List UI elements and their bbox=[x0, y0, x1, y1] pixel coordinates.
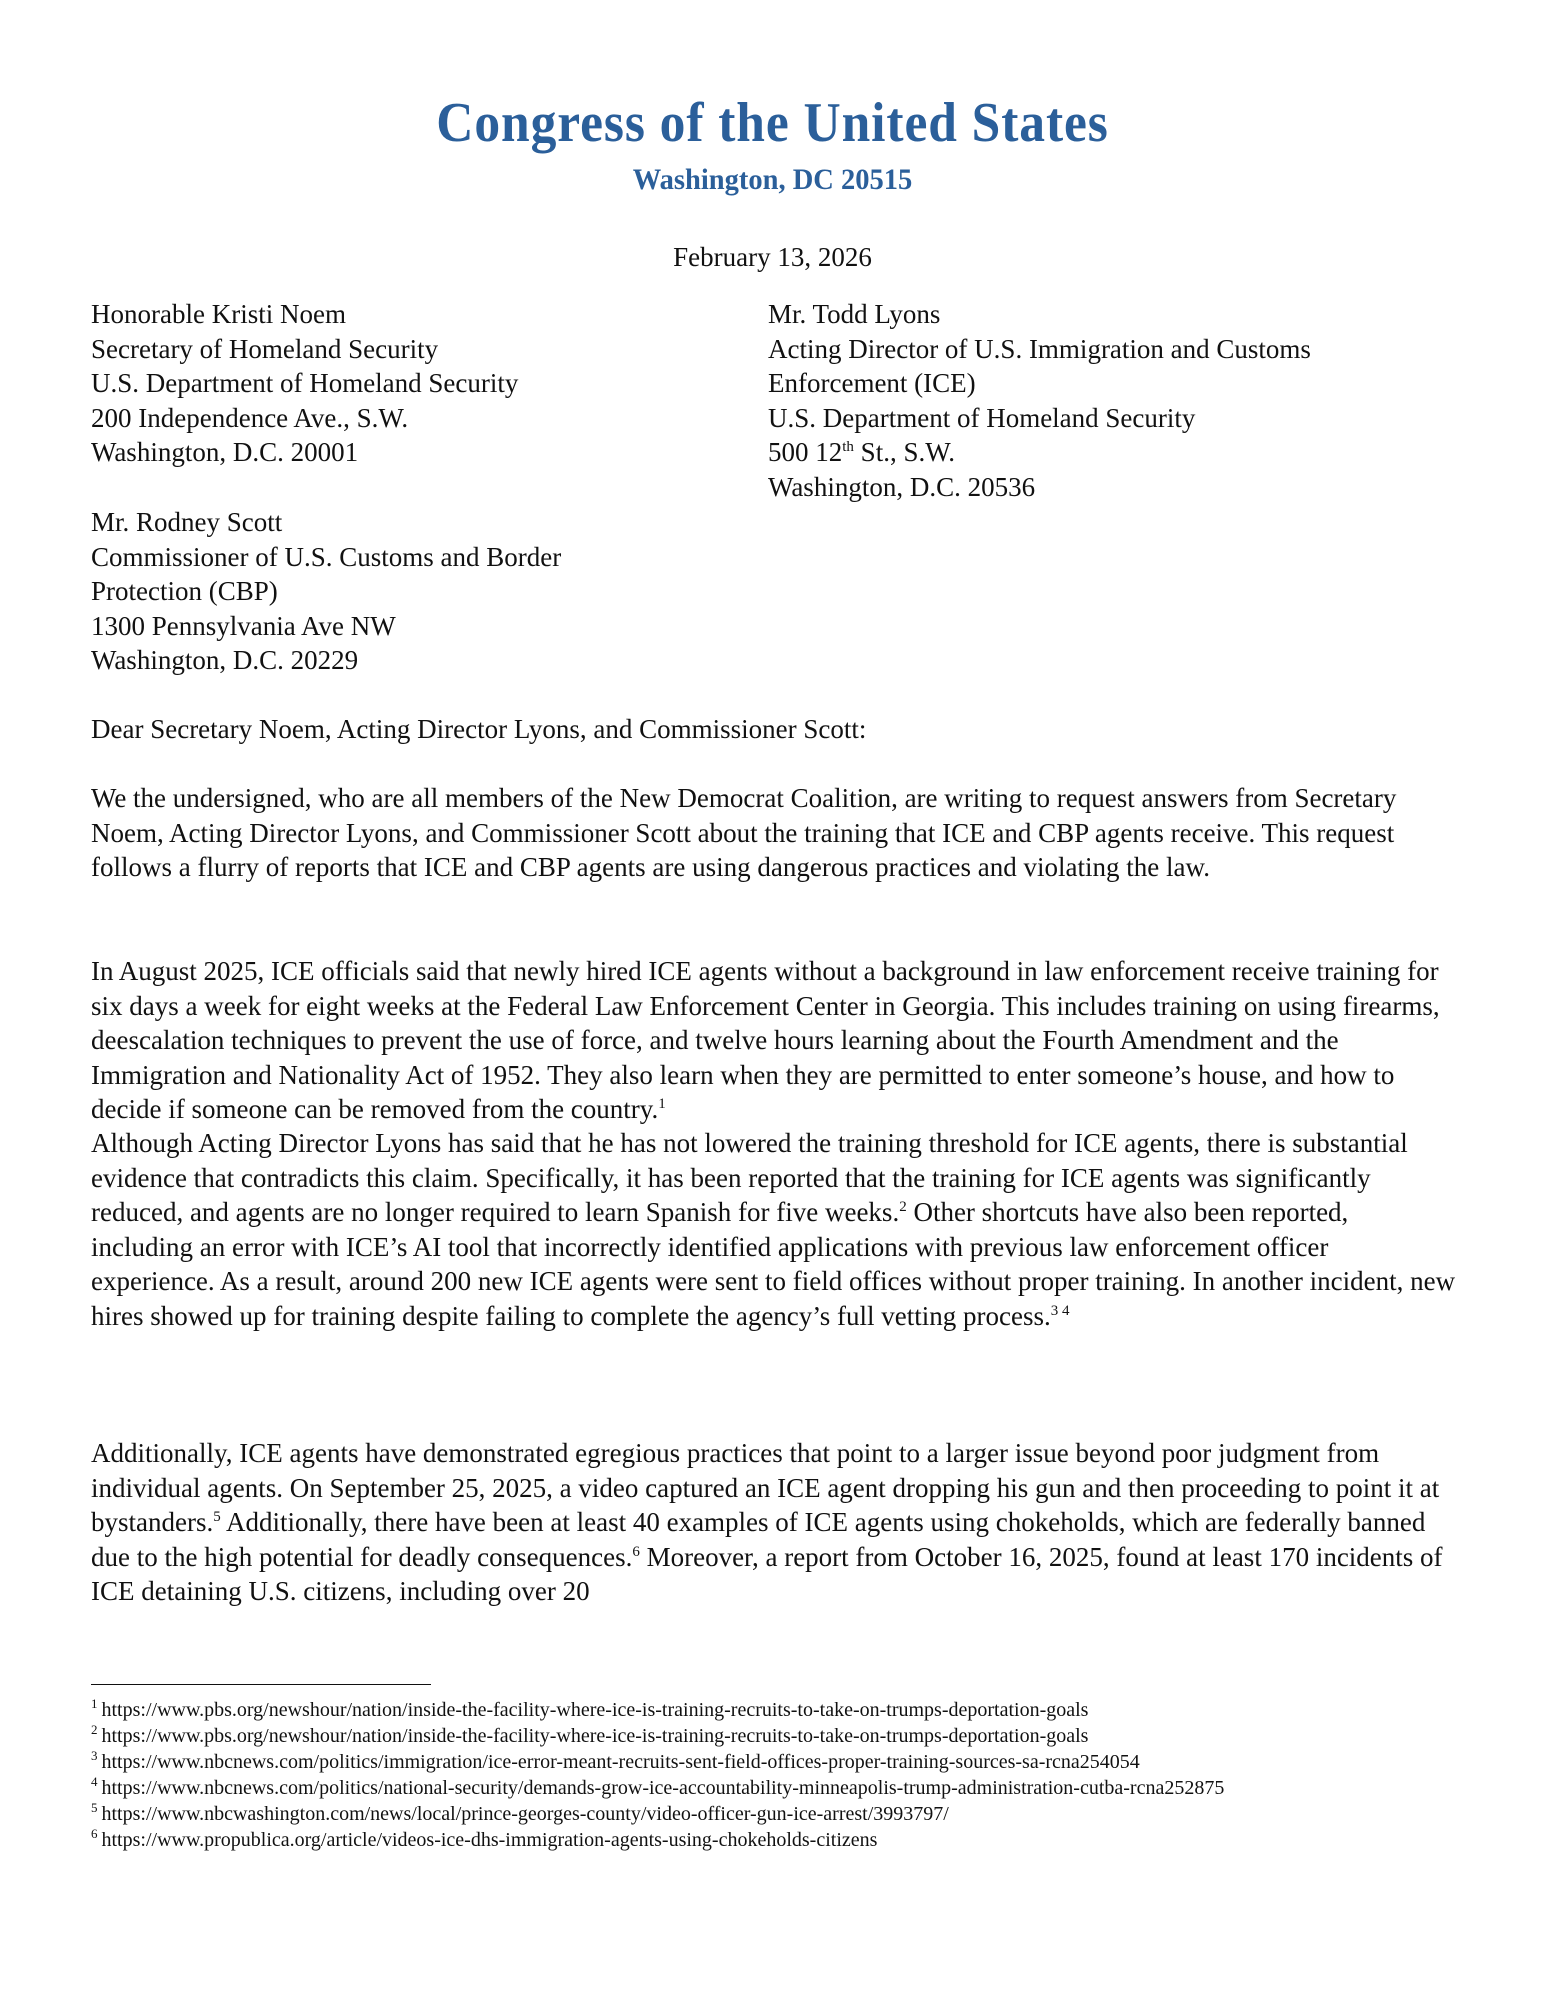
address-line: Washington, D.C. 20536 bbox=[768, 471, 1036, 502]
paragraph-text: Additionally, there have been at least 40 examples of ICE agents using chokeholds, which are federally banned due to the high potential for deadly consequences. bbox=[91, 1507, 1426, 1572]
footnote-3 bbox=[91, 1749, 1461, 1775]
address-line: Enforcement (ICE) bbox=[768, 368, 976, 398]
address-line: Washington, D.C. 20001 bbox=[91, 437, 359, 467]
footnote-number: 6 bbox=[91, 1826, 98, 1842]
address-line: Secretary of Homeland Security bbox=[91, 333, 439, 364]
address-line: Commissioner of U.S. Customs and Border bbox=[91, 541, 562, 572]
letterhead-subtitle: Washington, DC 20515 bbox=[632, 163, 913, 196]
footnote-link[interactable]: https://www.nbcnews.com/politics/national-security/demands-grow-ice-accountability-minneapolis-trump-administration-cutba-rcna252875 bbox=[101, 1777, 1225, 1799]
body-paragraph-1 bbox=[91, 781, 1456, 885]
footnote-number: 4 bbox=[91, 1774, 98, 1790]
footnote-number: 3 bbox=[91, 1748, 98, 1764]
footnote-number: 5 bbox=[91, 1800, 98, 1816]
body-paragraph-2 bbox=[91, 954, 1456, 1127]
letterhead-title: Congress of the United States bbox=[436, 92, 1109, 154]
address-line: 200 Independence Ave., S.W. bbox=[91, 402, 409, 433]
footnote-ref[interactable]: 3 4 bbox=[1050, 1302, 1070, 1319]
letterhead bbox=[0, 88, 1545, 200]
address-line: Mr. Rodney Scott bbox=[91, 507, 283, 537]
address-line: Acting Director of U.S. Immigration and Customs bbox=[768, 333, 1311, 364]
recipient-address-noem bbox=[91, 297, 518, 470]
street-rest: St., S.W. bbox=[853, 437, 955, 467]
salutation: Dear Secretary Noem, Acting Director Lyons, and Commissioner Scott: bbox=[91, 714, 867, 744]
footnote-number: 2 bbox=[91, 1722, 98, 1738]
ordinal-suffix: th bbox=[842, 439, 854, 455]
footnote-ref[interactable]: 1 bbox=[658, 1096, 666, 1112]
address-line: Washington, D.C. 20229 bbox=[91, 645, 359, 675]
footnote-4 bbox=[91, 1775, 1461, 1801]
address-line: U.S. Department of Homeland Security bbox=[768, 402, 1196, 433]
paragraph-text: Moreover, a report from October 16, 2025, found at least 170 incidents of ICE detaining U.S. citizens, including over 20 bbox=[91, 1541, 1443, 1606]
letter-date: February 13, 2026 bbox=[673, 242, 872, 272]
address-line: 1300 Pennsylvania Ave NW bbox=[91, 610, 396, 641]
address-line: Honorable Kristi Noem bbox=[91, 299, 346, 329]
paragraph-text: Additionally, ICE agents have demonstrated egregious practices that point to a larger issue beyond poor judgment from individual agents. On September 25, 2025, a video captured an ICE agent dropping his gun and then proceeding to point it at bystanders. bbox=[91, 1438, 1440, 1537]
footnote-number: 1 bbox=[91, 1696, 98, 1712]
paragraph-text: In August 2025, ICE officials said that newly hired ICE agents without a background in law enforcement receive training for six days a week for eight weeks at the Federal Law Enforcement Center in Georgia. This includes training on using firearms, deescalation techniques to prevent the use of force, and twelve hours learning about the Fourth Amendment and the Immigration and Nationality Act of 1952. They also learn when they are permitted to enter someone’s house, and how to decide if someone can be removed from the country. bbox=[91, 956, 1440, 1124]
footnote-divider bbox=[91, 1684, 431, 1685]
body-paragraph-4 bbox=[91, 1436, 1456, 1609]
footnote-link[interactable]: https://www.nbcwashington.com/news/local/prince-georges-county/video-officer-gun-ice-arrest/3993797/ bbox=[101, 1803, 949, 1825]
footnote-1 bbox=[91, 1697, 1461, 1723]
address-line: Protection (CBP) bbox=[91, 576, 278, 606]
paragraph-text: Other shortcuts have also been reported, including an error with ICE’s AI tool that incorrectly identified applications with previous law enforcement officer experience. As a result, around 200 new ICE agents were sent to field offices without proper training. In another incident, new hires showed up for training despite failing to complete the agency’s full vetting process. bbox=[91, 1197, 1456, 1331]
footnote-link[interactable]: https://www.nbcnews.com/politics/immigration/ice-error-meant-recruits-sent-field-offices-proper-training-sources-sa-rcna254054 bbox=[101, 1751, 1140, 1773]
body-paragraph-3 bbox=[91, 1126, 1456, 1333]
paragraph-text: We the undersigned, who are all members of the New Democrat Coalition, are writing to request answers from Secretary Noem, Acting Director Lyons, and Commissioner Scott about the training that ICE and CBP agents receive. This request follows a flurry of reports that ICE and CBP agents are using dangerous practices and violating the law. bbox=[91, 783, 1397, 882]
address-line: Mr. Todd Lyons bbox=[768, 299, 941, 329]
address-line: U.S. Department of Homeland Security bbox=[91, 368, 519, 398]
footnote-link[interactable]: https://www.propublica.org/article/videos-ice-dhs-immigration-agents-using-chokeholds-citizens bbox=[101, 1829, 878, 1851]
street-number: 500 12 bbox=[768, 437, 843, 467]
footnote-ref[interactable]: 2 bbox=[899, 1199, 907, 1215]
footnote-6 bbox=[91, 1827, 1461, 1853]
footnote-link[interactable]: https://www.pbs.org/newshour/nation/inside-the-facility-where-ice-is-training-recruits-to-take-on-trumps-deportation-goals bbox=[101, 1725, 1089, 1747]
recipient-address-lyons bbox=[768, 297, 1311, 504]
footnote-2 bbox=[91, 1723, 1461, 1749]
footnote-5 bbox=[91, 1801, 1461, 1827]
footnote-ref[interactable]: 5 bbox=[213, 1509, 221, 1525]
footnote-ref[interactable]: 6 bbox=[632, 1543, 640, 1560]
recipient-address-scott bbox=[91, 505, 561, 678]
footnote-link[interactable]: https://www.pbs.org/newshour/nation/inside-the-facility-where-ice-is-training-recruits-to-take-on-trumps-deportation-goals bbox=[101, 1699, 1089, 1721]
footnotes bbox=[91, 1697, 1461, 1853]
address-line-street bbox=[768, 435, 1311, 470]
paragraph-text: Although Acting Director Lyons has said that he has not lowered the training threshold for ICE agents, there is substantial evidence that contradicts this claim. Specifically, it has been reported that the training for ICE agents was significantly reduced, and agents are no longer required to learn Spanish for five weeks. bbox=[91, 1128, 1408, 1227]
